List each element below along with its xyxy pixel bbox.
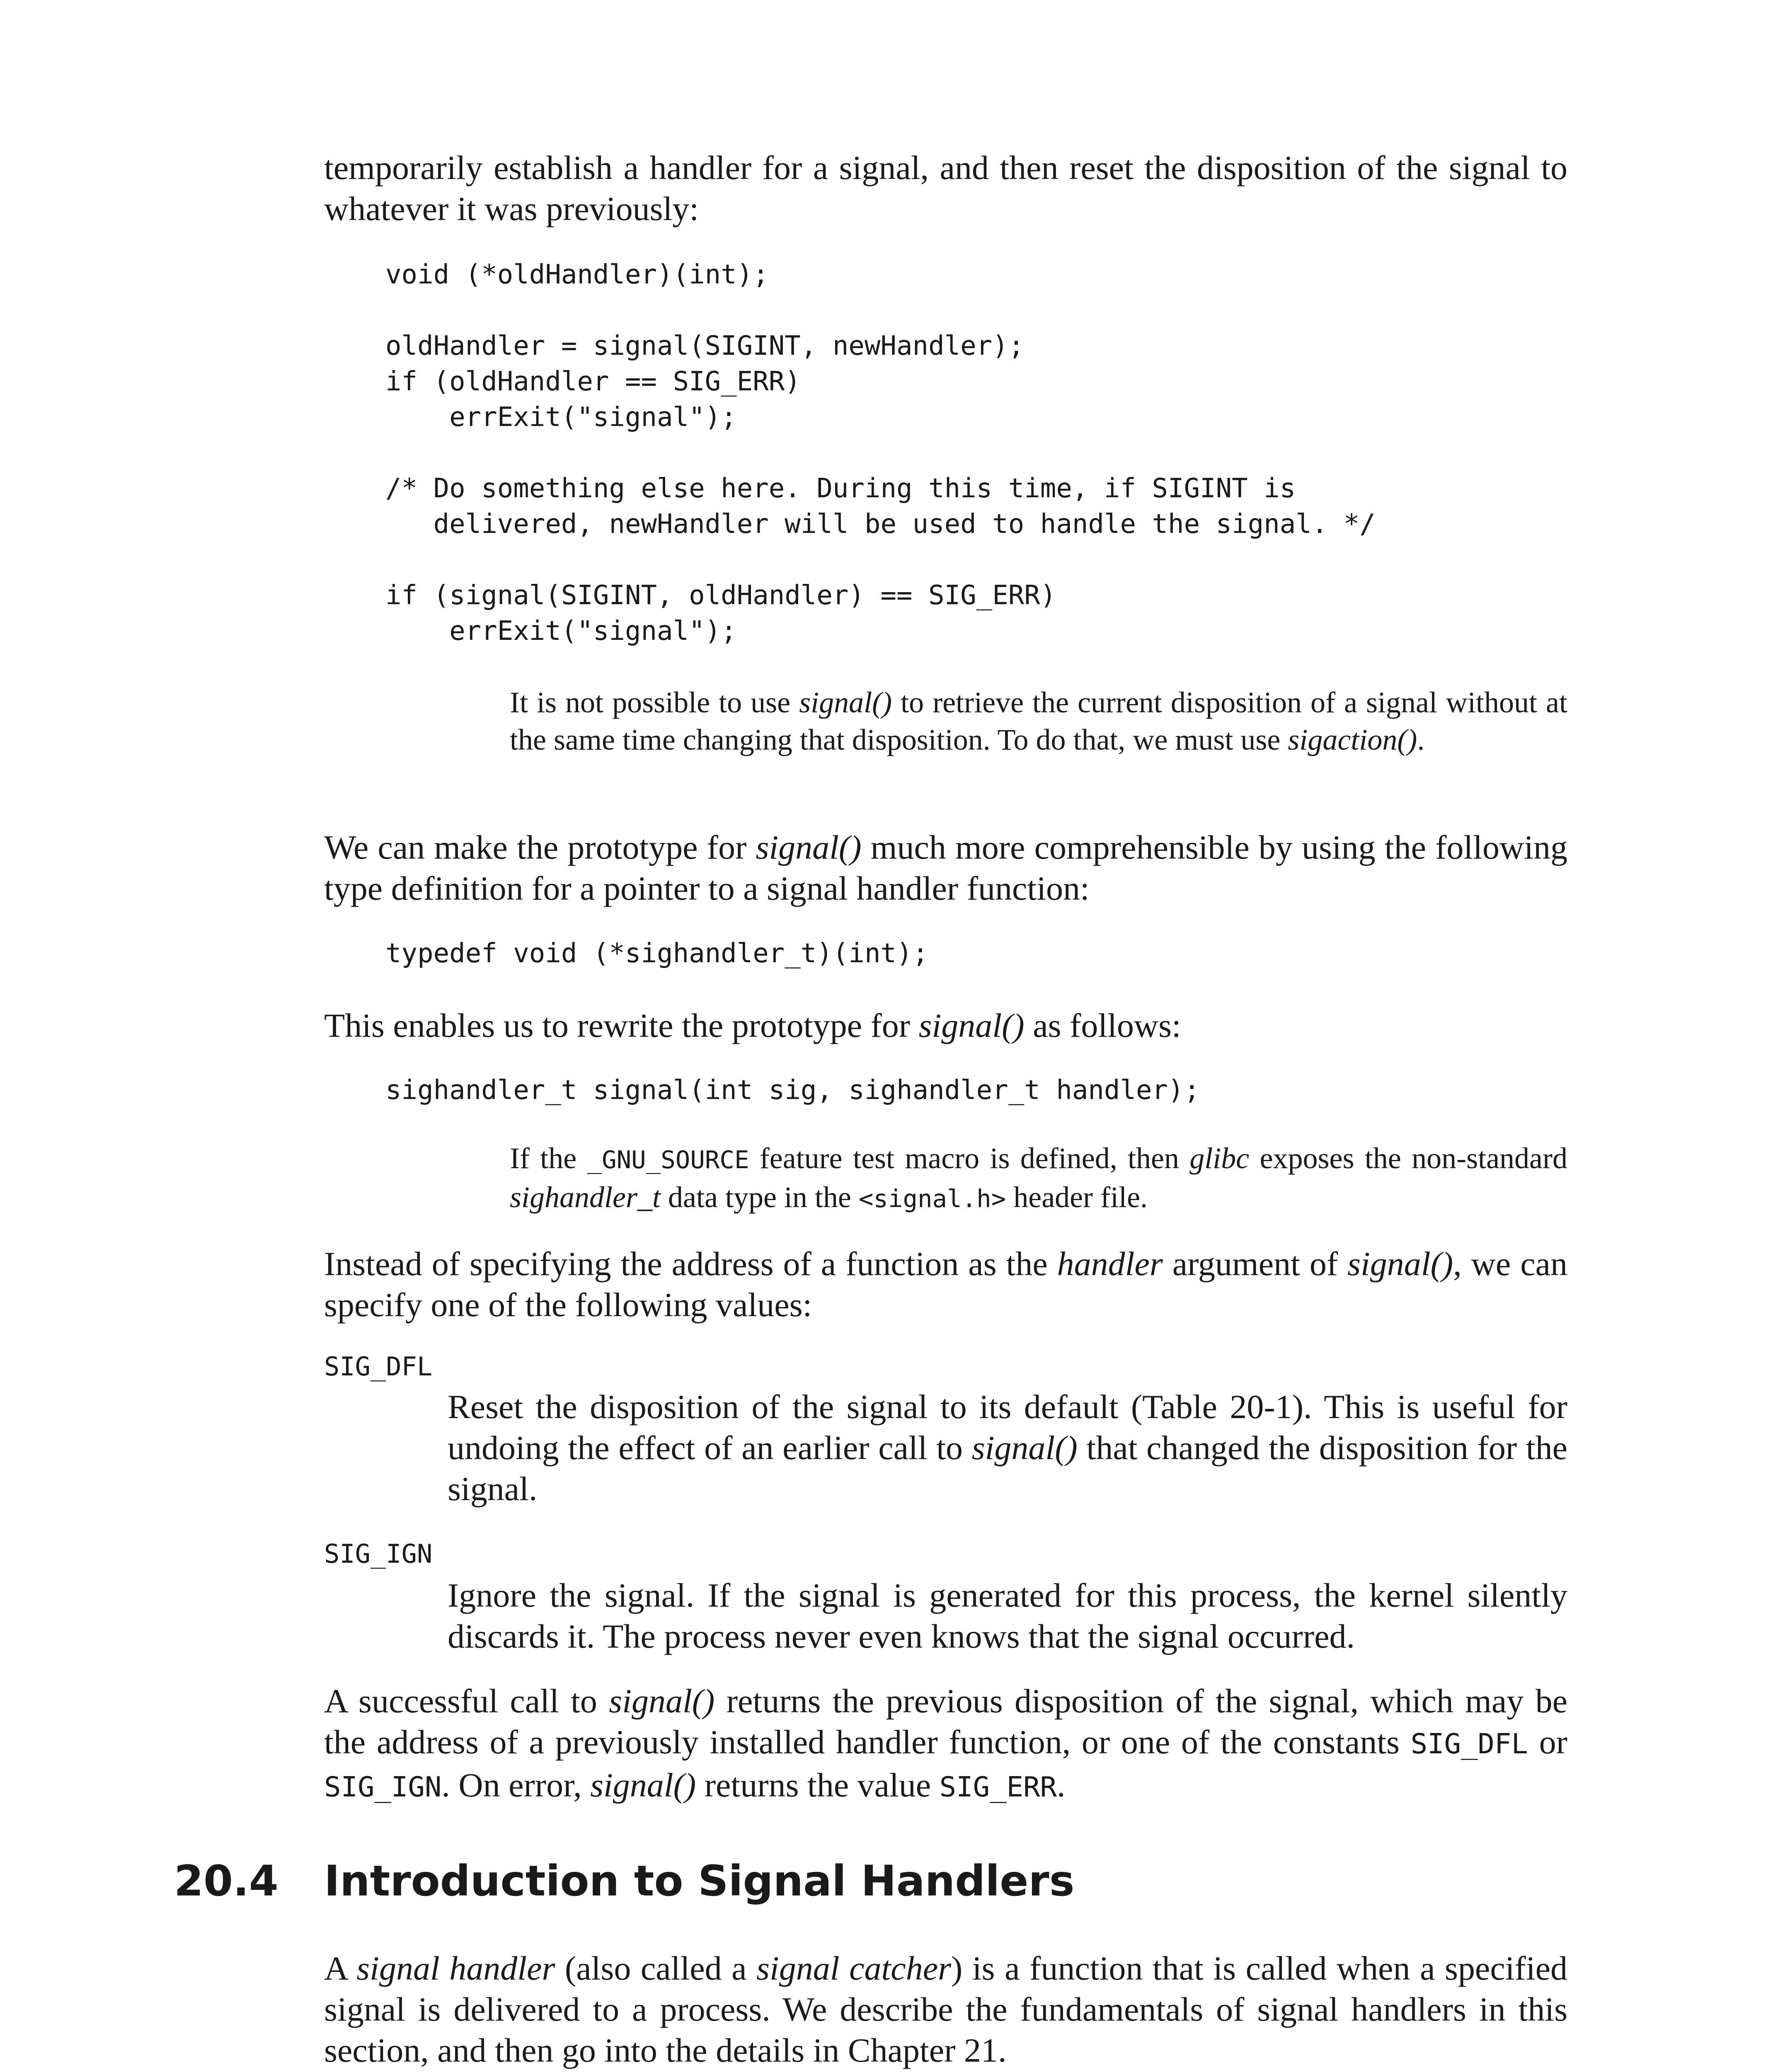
note-signal-retrieve: It is not possible to use signal() to retrieve the current disposition of a signal without at the same time changing that disposition. To do that, we must use sigaction(). <box>510 686 1568 756</box>
signal-handler-paragraph: A signal handler (also called a signal catcher) is a function that is called when a specified signal is delivered to a process. We describe the fundamentals of signal handlers in this section, and then go into the details in Chapter 21. <box>324 1949 1567 2069</box>
code-line: void (*oldHandler)(int); <box>385 259 769 290</box>
code-line: oldHandler = signal(SIGINT, newHandler); <box>385 331 1025 361</box>
section-number: 20.4 <box>174 1857 279 1906</box>
term-sig-ign: SIG_IGN <box>324 1539 433 1569</box>
code-line: errExit("signal"); <box>385 402 737 433</box>
code-line: if (signal(SIGINT, oldHandler) == SIG_ERR) <box>385 580 1056 611</box>
code-line <box>385 293 1376 328</box>
code-line: /* Do something else here. During this time, if SIGINT is <box>385 473 1296 504</box>
term-sig-dfl: SIG_DFL <box>324 1351 433 1382</box>
prototype-paragraph: We can make the prototype for signal() much more comprehensible by using the following type definition for a pointer to a signal handler function: <box>324 828 1567 907</box>
code-block-old-handler <box>385 257 1376 649</box>
note-gnu-source: If the _GNU_SOURCE feature test macro is defined, then glibc exposes the non-standard sighandler_t data type in the <signal.h> header file. <box>510 1142 1567 1214</box>
section-title: Introduction to Signal Handlers <box>324 1857 1075 1906</box>
code-line <box>385 435 1376 471</box>
definition-sig-dfl: Reset the disposition of the signal to its default (Table 20-1). This is useful for undoing the effect of an earlier call to signal() that changed the disposition for the signal. <box>448 1388 1567 1508</box>
code-line: if (oldHandler == SIG_ERR) <box>385 366 801 397</box>
definition-sig-ign: Ignore the signal. If the signal is generated for this process, the kernel silently discards it. The process never even knows that the signal occurred. <box>448 1576 1567 1655</box>
handler-values-paragraph: Instead of specifying the address of a function as the handler argument of signal(), we can specify one of the following values: <box>324 1245 1567 1324</box>
code-line <box>385 542 1376 578</box>
return-value-paragraph: A successful call to signal() returns the previous disposition of the signal, which may be the address of a previously installed handler function, or one of the constants SIG_DFL or SIG_IGN. On error, signal() returns the value SIG_ERR. <box>324 1682 1567 1804</box>
code-prototype: sighandler_t signal(int sig, sighandler_t handler); <box>385 1075 1200 1106</box>
rewrite-paragraph: This enables us to rewrite the prototype for signal() as follows: <box>324 1007 1181 1044</box>
code-typedef: typedef void (*sighandler_t)(int); <box>385 938 929 969</box>
code-line: delivered, newHandler will be used to handle the signal. */ <box>385 509 1376 540</box>
intro-paragraph: temporarily establish a handler for a signal, and then reset the disposition of the signal to whatever it was previously: <box>324 149 1567 228</box>
code-line: errExit("signal"); <box>385 616 737 646</box>
